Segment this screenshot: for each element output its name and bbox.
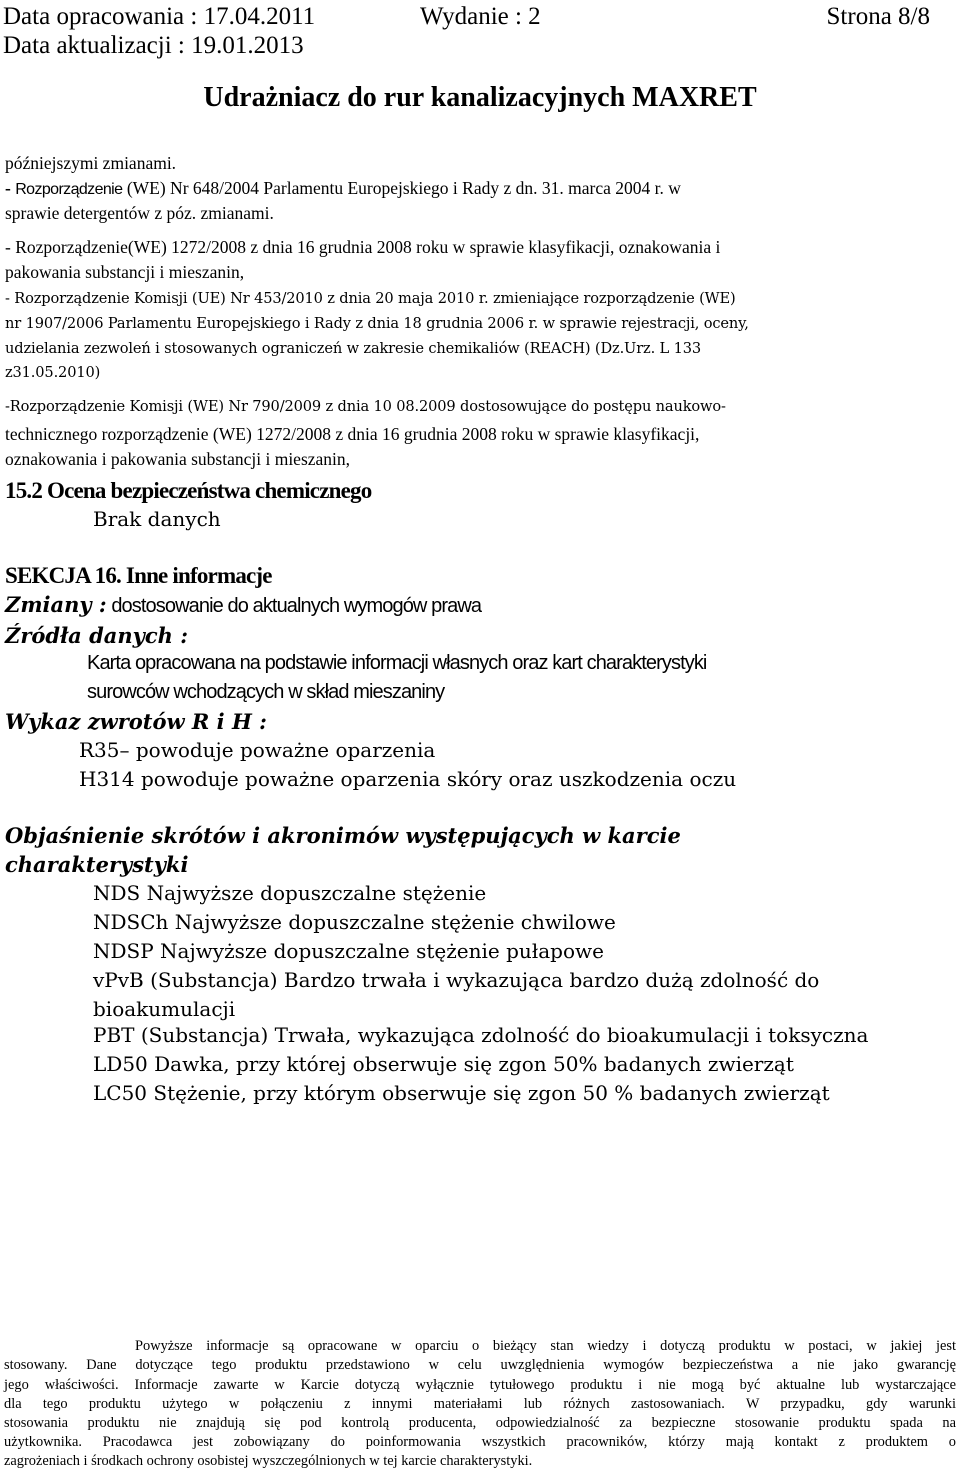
page-number: Strona 8/8 <box>826 3 930 30</box>
regulation-line: oznakowania i pakowania substancji i mieszanin, <box>5 449 351 469</box>
regulation-text: (WE) Nr 648/2004 Parlamentu Europejskiego i Rady z dn. 31. marca 2004 r. w <box>122 178 681 198</box>
regulation-dash: - <box>5 178 16 198</box>
abbreviation-item: bioakumulacji <box>93 997 236 1021</box>
regulation-line: -Rozporządzenie Komisji (WE) Nr 790/2009 z dnia 10 08.2009 dostosowujące do postępu naukowo- <box>5 398 726 415</box>
changes-label: Zmiany : <box>5 592 107 617</box>
regulation-line: - Rozporządzenie Komisji (UE) Nr 453/2010 z dnia 20 maja 2010 r. zmieniające rozporządzenie (WE) <box>5 290 736 307</box>
abbreviation-item: vPvB (Substancja) Bardzo trwała i wykazująca bardzo dużą zdolność do <box>93 968 820 992</box>
document-title: Udrażniacz do rur kanalizacyjnych MAXRET <box>203 82 757 113</box>
abbreviations-heading: Objaśnienie skrótów i akronimów występujących w karcie <box>5 823 681 848</box>
abbreviation-item: NDS Najwyższe dopuszczalne stężenie <box>93 881 487 905</box>
footer-line: jego właściwości. Informacje zawarte w Karcie dotyczą wyłącznie tytułowego produktu i nie mogą być aktualne lub wystarczające <box>4 1377 956 1393</box>
section-15-2-text: Brak danych <box>93 507 221 531</box>
date-prepared: Data opracowania : 17.04.2011 <box>3 3 316 30</box>
regulation-word: Rozporządzenie <box>15 181 123 198</box>
regulation-line <box>5 178 681 199</box>
abbreviation-item: NDSP Najwyższe dopuszczalne stężenie pułapowe <box>93 939 604 963</box>
footer-line: stosowany. Dane dotyczące tego produktu przedstawiono w celu uwzględnienia wymogów bezpieczeństwa a nie jako gwarancję <box>4 1357 956 1373</box>
footer-line: dla tego produktu użytego w połączeniu z innymi materiałami lub różnych zastosowaniach. W przypadku, gdy warunki <box>4 1396 956 1412</box>
footer-line: zagrożeniach i środkach ochrony osobistej wyszczególnionych w tej karcie charakterystyki. <box>4 1453 533 1469</box>
footer-line: Powyższe informacje są opracowane w oparciu o bieżący stan wiedzy i dotyczą produktu w postaci, w jakiej jest <box>135 1338 956 1354</box>
regulation-line: sprawie detergentów z póz. zmianami. <box>5 203 274 223</box>
sources-text: surowców wchodzących w skład mieszaniny <box>87 681 445 703</box>
abbreviation-item: PBT (Substancja) Trwała, wykazująca zdolność do bioakumulacji i toksyczna <box>93 1023 869 1047</box>
edition: Wydanie : 2 <box>420 3 541 30</box>
changes-line <box>5 592 481 618</box>
footer-line: stosowania produktu nie znajdują się pod kontrolą producenta, odpowiedzialność za bezpieczne stosowanie produktu spada na <box>4 1415 956 1431</box>
regulation-line: udzielania zezwoleń i stosowanych ograniczeń w zakresie chemikaliów (REACH) (Dz.Urz. L 133 <box>5 340 701 357</box>
regulation-line: z31.05.2010) <box>5 364 101 381</box>
section-heading-15-2: 15.2 Ocena bezpieczeństwa chemicznego <box>5 478 372 503</box>
abbreviation-item: NDSCh Najwyższe dopuszczalne stężenie chwilowe <box>93 910 616 934</box>
abbreviation-item: LD50 Dawka, przy której obserwuje się zgon 50% badanych zwierząt <box>93 1052 794 1076</box>
date-updated: Data aktualizacji : 19.01.2013 <box>3 32 304 59</box>
footer-line: użytkownika. Pracodawca jest zobowiązany do poinformowania wszystkich pracowników, którzy mają kontakt z produktem o <box>4 1434 956 1450</box>
section-heading-16: SEKCJA 16. Inne informacje <box>5 563 272 588</box>
phrases-label: Wykaz zwrotów R i H : <box>5 709 267 734</box>
regulation-line: technicznego rozporządzenie (WE) 1272/2008 z dnia 16 grudnia 2008 roku w sprawie klasyfikacji, <box>5 424 700 444</box>
regulation-line: późniejszymi zmianami. <box>5 153 177 173</box>
phrase-h314: H314 powoduje poważne oparzenia skóry oraz uszkodzenia oczu <box>79 767 737 791</box>
abbreviations-heading: charakterystyki <box>5 852 189 877</box>
sources-text: Karta opracowana na podstawie informacji własnych oraz kart charakterystyki <box>87 652 707 674</box>
sources-label: Źródła danych : <box>5 623 188 648</box>
phrase-r35: R35– powoduje poważne oparzenia <box>79 738 436 762</box>
regulation-line: - Rozporządzenie(WE) 1272/2008 z dnia 16 grudnia 2008 roku w sprawie klasyfikacji, oznakowania i <box>5 237 721 257</box>
abbreviation-item: LC50 Stężenie, przy którym obserwuje się zgon 50 % badanych zwierząt <box>93 1081 830 1105</box>
changes-text: dostosowanie do aktualnych wymogów prawa <box>106 595 482 617</box>
regulation-line: nr 1907/2006 Parlamentu Europejskiego i Rady z dnia 18 grudnia 2006 r. w sprawie rejestracji, oceny, <box>5 315 749 332</box>
regulation-line: pakowania substancji i mieszanin, <box>5 262 245 282</box>
